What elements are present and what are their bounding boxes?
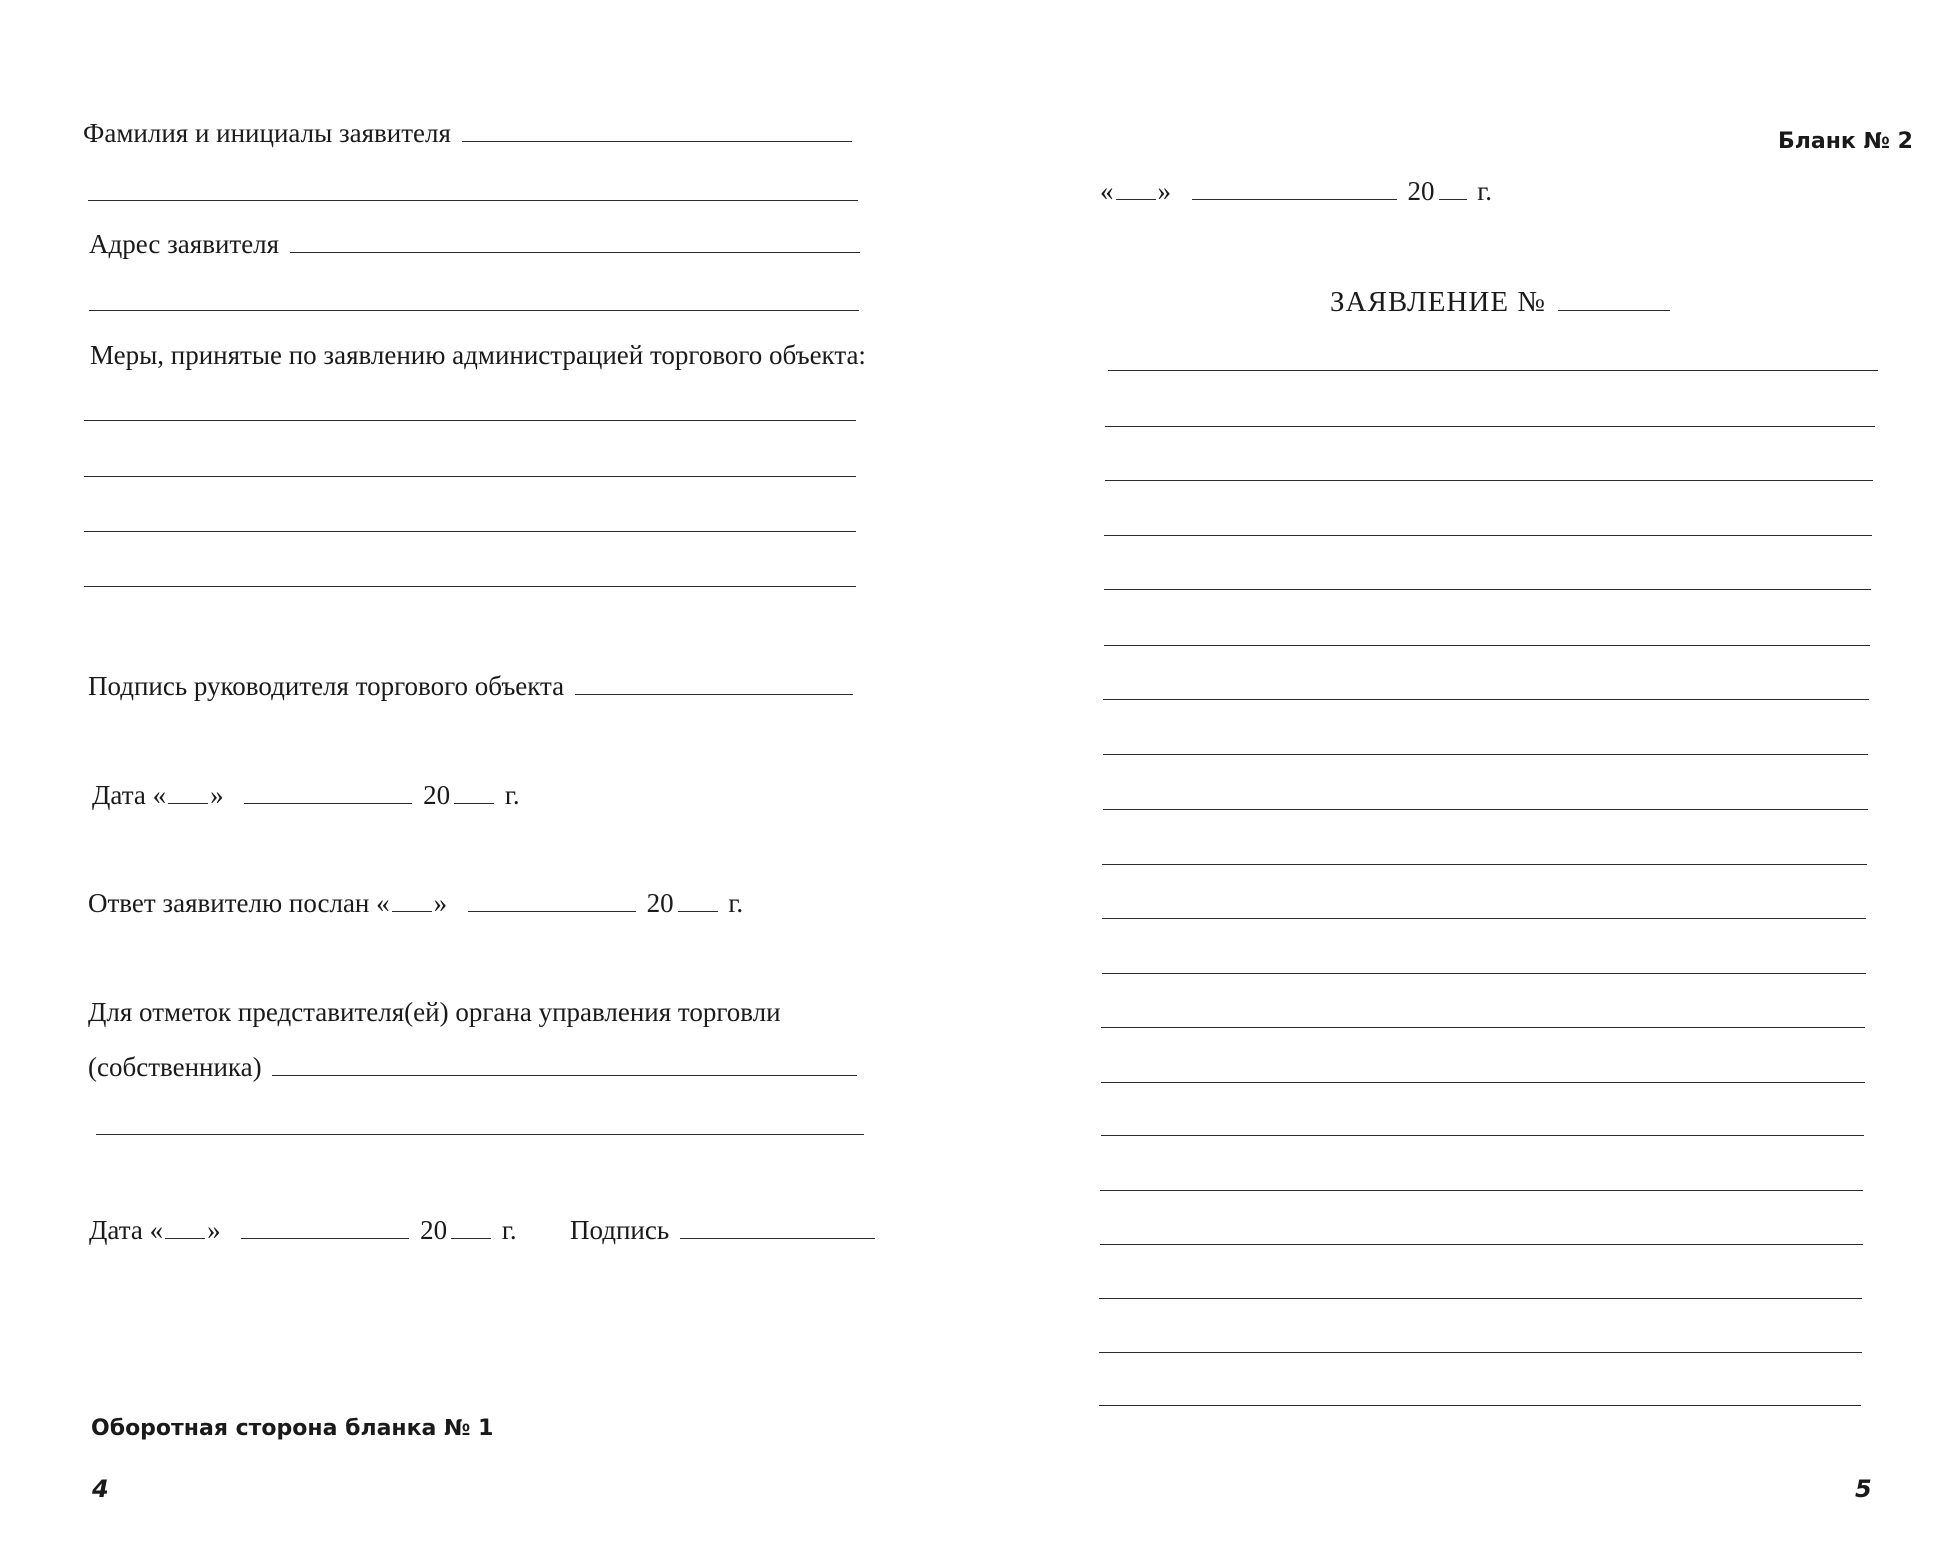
statement-line-17[interactable] — [1100, 1244, 1863, 1245]
date-1-year-prefix: 20 — [423, 780, 451, 810]
date-1-year-field[interactable] — [454, 802, 494, 804]
statement-line-13[interactable] — [1101, 1027, 1865, 1028]
statement-line-15[interactable] — [1101, 1135, 1864, 1136]
date-1-prefix: Дата « — [92, 780, 167, 810]
statement-date-row — [1100, 176, 1492, 207]
manager-signature-row — [88, 671, 857, 702]
date-row-1 — [92, 780, 520, 811]
footer-label: Оборотная сторона бланка № 1 — [91, 1416, 494, 1441]
statement-line-16[interactable] — [1100, 1190, 1863, 1191]
statement-line-12[interactable] — [1102, 973, 1866, 974]
manager-signature-field[interactable] — [575, 693, 853, 695]
statement-title-row — [1330, 286, 1674, 319]
date-1-suffix: г. — [504, 780, 520, 810]
applicant-name-label: Фамилия и инициалы заявителя — [83, 118, 451, 148]
statement-date-day-field[interactable] — [1116, 198, 1156, 200]
reply-sent-quote-close: » — [433, 888, 448, 918]
form-label: Бланк № 2 — [1778, 129, 1913, 154]
date-1-month-field[interactable] — [244, 802, 412, 804]
measures-line-3[interactable] — [84, 531, 856, 532]
date-row-2 — [89, 1215, 517, 1246]
reply-sent-year-field[interactable] — [678, 910, 718, 912]
measures-line-4[interactable] — [84, 586, 856, 587]
signature-label: Подпись — [570, 1215, 670, 1245]
statement-date-year-field[interactable] — [1439, 198, 1467, 200]
reply-sent-suffix: г. — [728, 888, 744, 918]
statement-line-2[interactable] — [1105, 426, 1875, 427]
applicant-name-row — [83, 118, 856, 149]
date-1-quote-close: » — [210, 780, 224, 810]
applicant-address-row — [89, 229, 864, 260]
signature-row — [570, 1215, 879, 1246]
owner-label: (собственника) — [88, 1052, 262, 1082]
applicant-address-field[interactable] — [290, 251, 860, 253]
statement-line-7[interactable] — [1103, 699, 1869, 700]
date-2-year-field[interactable] — [451, 1237, 491, 1239]
statement-date-month-field[interactable] — [1192, 198, 1397, 200]
measures-line-1[interactable] — [84, 420, 856, 421]
statement-line-5[interactable] — [1104, 589, 1871, 590]
statement-line-6[interactable] — [1104, 645, 1870, 646]
reply-sent-year-prefix: 20 — [646, 888, 674, 918]
statement-line-4[interactable] — [1104, 535, 1872, 536]
date-2-prefix: Дата « — [89, 1215, 164, 1245]
statement-date-year-prefix: 20 — [1407, 176, 1435, 206]
manager-signature-label: Подпись руководителя торгового объекта — [88, 671, 565, 701]
reply-sent-month-field[interactable] — [468, 910, 636, 912]
date-2-month-field[interactable] — [241, 1237, 409, 1239]
applicant-address-label: Адрес заявителя — [89, 229, 280, 259]
statement-line-20[interactable] — [1099, 1405, 1861, 1406]
statement-line-10[interactable] — [1102, 864, 1867, 865]
statement-line-11[interactable] — [1102, 918, 1866, 919]
notes-label: Для отметок представителя(ей) органа управления торговли — [88, 997, 781, 1027]
statement-date-quote-close: » — [1157, 176, 1171, 206]
date-1-day-field[interactable] — [168, 802, 208, 804]
statement-date-suffix: г. — [1477, 176, 1493, 206]
applicant-name-field[interactable] — [462, 140, 852, 142]
measures-line-2[interactable] — [84, 476, 856, 477]
date-2-day-field[interactable] — [165, 1237, 205, 1239]
page-number-left: 4 — [92, 1475, 109, 1503]
reply-sent-day-field[interactable] — [392, 910, 432, 912]
date-2-quote-close: » — [207, 1215, 221, 1245]
statement-line-1[interactable] — [1108, 370, 1878, 371]
reply-sent-prefix: Ответ заявителю послан « — [88, 888, 390, 918]
statement-date-quote-open: « — [1100, 176, 1114, 206]
statement-line-14[interactable] — [1101, 1082, 1865, 1083]
date-2-year-prefix: 20 — [420, 1215, 448, 1245]
applicant-address-continuation-line[interactable] — [89, 310, 859, 311]
statement-title: ЗАЯВЛЕНИЕ № — [1330, 286, 1546, 318]
measures-label: Меры, принятые по заявлению администрацией торгового объекта: — [90, 340, 866, 370]
signature-field[interactable] — [680, 1237, 875, 1239]
statement-line-18[interactable] — [1099, 1298, 1862, 1299]
reply-sent-row — [88, 888, 743, 919]
owner-continuation-line[interactable] — [96, 1134, 864, 1135]
statement-line-19[interactable] — [1099, 1352, 1862, 1353]
statement-line-3[interactable] — [1105, 480, 1873, 481]
owner-field[interactable] — [272, 1074, 857, 1076]
owner-row — [88, 1052, 861, 1083]
statement-number-field[interactable] — [1558, 309, 1670, 311]
page-number-right: 5 — [1855, 1475, 1872, 1503]
applicant-name-continuation-line[interactable] — [88, 200, 858, 201]
statement-line-8[interactable] — [1103, 754, 1868, 755]
date-2-suffix: г. — [501, 1215, 517, 1245]
statement-line-9[interactable] — [1103, 809, 1868, 810]
